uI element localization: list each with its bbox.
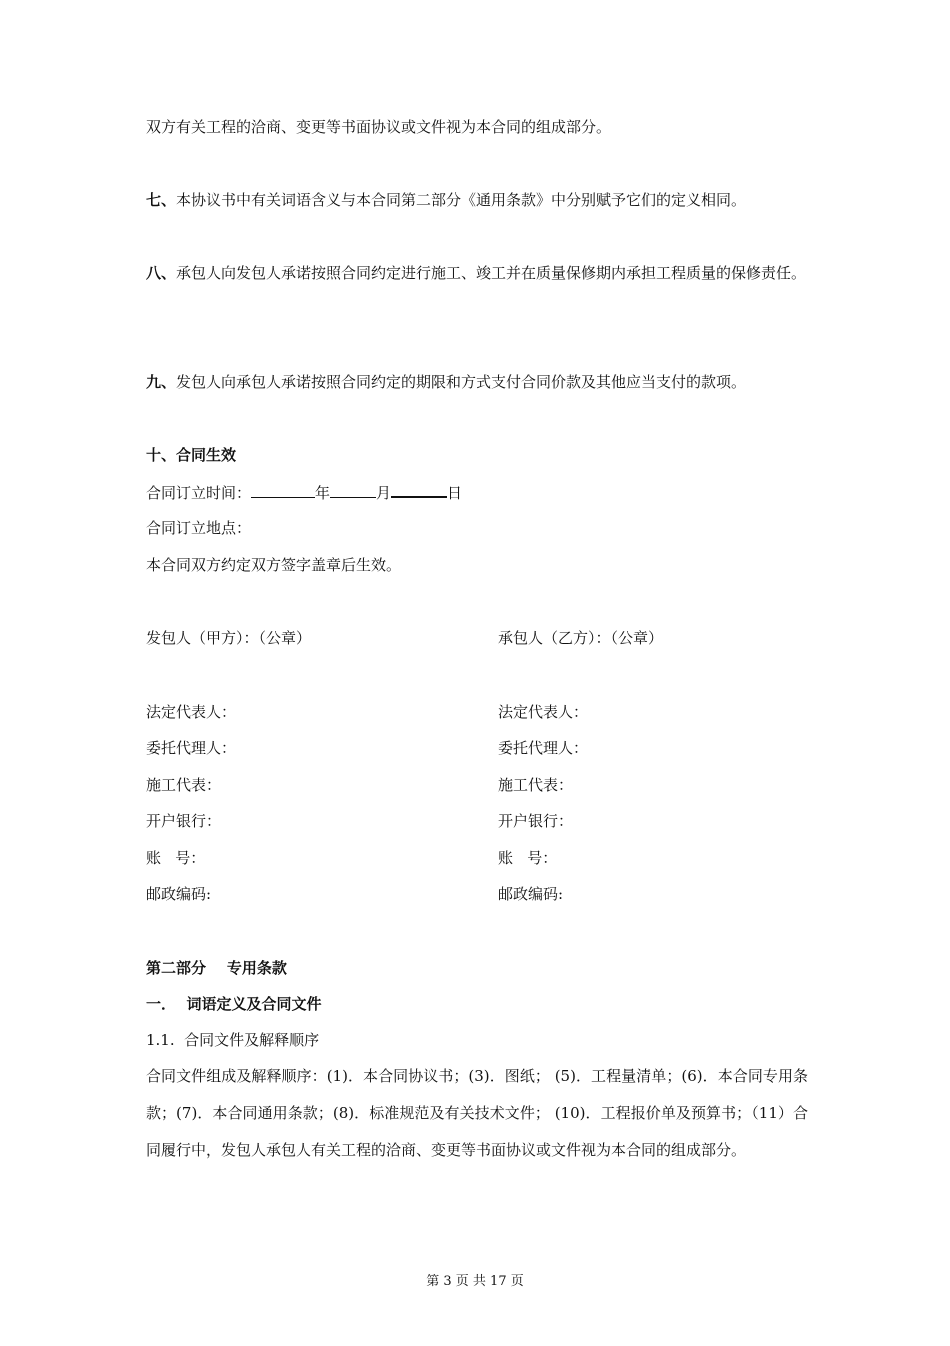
clause-7 — [146, 190, 746, 210]
year-label: 年 — [315, 484, 331, 502]
contractor-account: 账 号： — [498, 849, 558, 867]
part2-section-1: 一． 词语定义及合同文件 — [146, 995, 322, 1013]
clause-8 — [146, 255, 808, 292]
contractor-seal: 承包人（乙方）：（公章） — [498, 629, 664, 647]
employer-agent: 委托代理人： — [146, 739, 237, 757]
clause-8-number: 八、 — [146, 264, 177, 282]
part2-subsection-1-1: 1.1. 合同文件及解释顺序 — [146, 1031, 320, 1049]
clause-10-title: 十、合同生效 — [146, 446, 237, 464]
employer-postcode: 邮政编码: — [146, 885, 212, 903]
sign-place: 合同订立地点： — [146, 519, 252, 537]
contractor-agent: 委托代理人： — [498, 739, 589, 757]
year-blank — [251, 483, 315, 498]
contractor-postcode: 邮政编码: — [498, 885, 564, 903]
part2-body: 合同文件组成及解释顺序：(1)．本合同协议书；(3)．图纸； (5)．工程量清单；(6)．本合同专用条款；(7)．本合同通用条款；(8)．标准规范及有关技术文件； (10)．工程报价单及预算书；（11）合同履行中，发包人承包人有关工程的洽商、变更等书面协议或文件视为本合同的组成部分。 — [146, 1067, 808, 1159]
employer-seal: 发包人（甲方）：（公章） — [146, 629, 312, 647]
page-footer: 第 3 页 共 17 页 — [426, 1274, 524, 1289]
clause-9-number: 九、 — [146, 373, 177, 391]
employer-legal-rep: 法定代表人： — [146, 703, 237, 721]
sign-time-line — [146, 482, 462, 503]
part2-title: 第二部分 专用条款 — [146, 959, 287, 977]
contractor-bank: 开户银行： — [498, 812, 574, 830]
contractor-site-rep: 施工代表： — [498, 776, 574, 794]
effect-statement: 本合同双方约定双方签字盖章后生效。 — [146, 556, 402, 574]
employer-account: 账 号： — [146, 849, 206, 867]
month-blank — [330, 483, 376, 498]
clause-8-text: 承包人向发包人承诺按照合同约定进行施工、竣工并在质量保修期内承担工程质量的保修责任。 — [176, 264, 807, 282]
clause-continuation: 双方有关工程的洽商、变更等书面协议或文件视为本合同的组成部分。 — [146, 118, 612, 136]
clause-7-number: 七、 — [146, 191, 177, 209]
clause-9-text: 发包人向承包人承诺按照合同约定的期限和方式支付合同价款及其他应当支付的款项。 — [176, 373, 747, 391]
clause-9 — [146, 372, 746, 392]
clause-7-text: 本协议书中有关词语含义与本合同第二部分《通用条款》中分别赋予它们的定义相同。 — [176, 191, 747, 209]
month-label: 月 — [376, 484, 392, 502]
day-blank — [391, 482, 447, 498]
contractor-legal-rep: 法定代表人： — [498, 703, 589, 721]
employer-bank: 开户银行： — [146, 812, 222, 830]
employer-site-rep: 施工代表： — [146, 776, 222, 794]
sign-time-label: 合同订立时间： — [146, 484, 252, 502]
day-label: 日 — [447, 484, 463, 502]
